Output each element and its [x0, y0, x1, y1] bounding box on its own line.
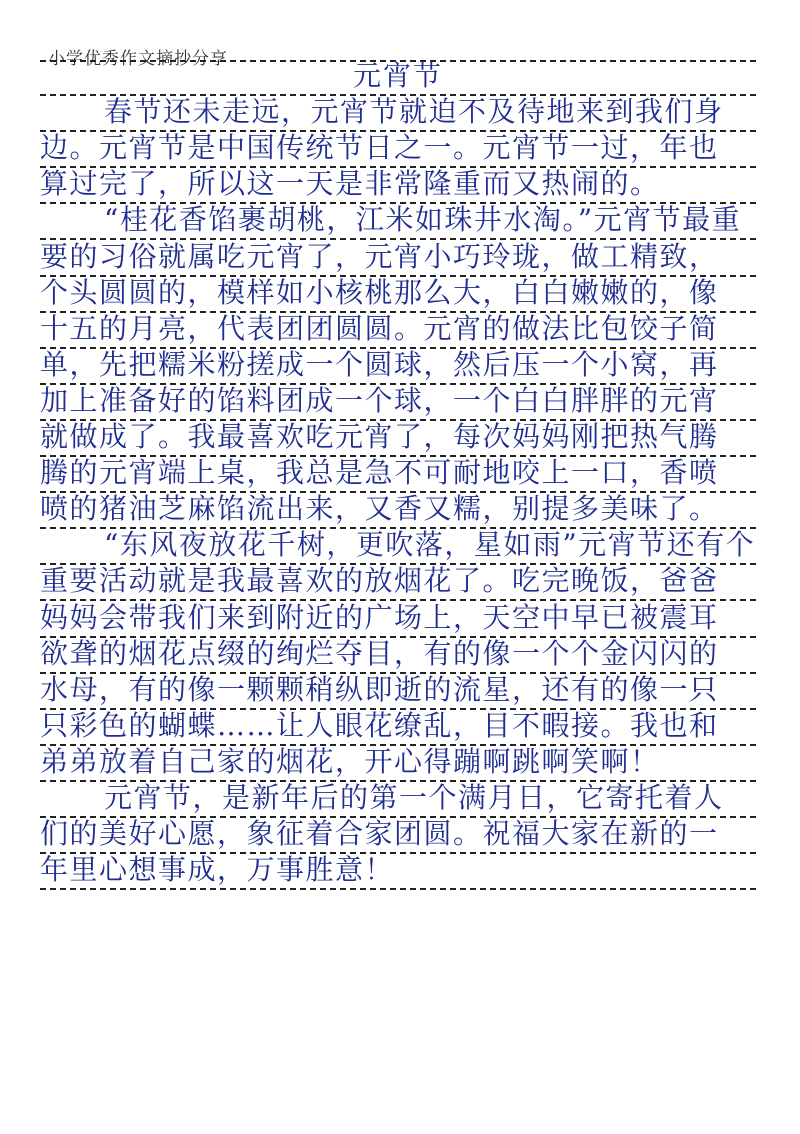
text-line	[40, 565, 756, 601]
text-line	[40, 204, 756, 240]
paragraph-line: 春节还未走远，元宵节就迫不及待地来到我们身	[104, 95, 724, 129]
text-line	[40, 854, 756, 890]
text-line	[40, 421, 756, 457]
paragraph-line: “东风夜放花千树，更吹落，星如雨”元宵节还有个	[104, 528, 756, 562]
paragraph-line: 喷的猪油芝麻馅流出来，又香又糯，别提多美味了。	[40, 492, 719, 526]
paragraph-line: 边。元宵节是中国传统节日之一。元宵节一过，年也	[40, 131, 719, 165]
text-line	[40, 493, 756, 529]
paragraph-line: 算过完了，所以这一天是非常隆重而又热闹的。	[40, 167, 660, 201]
paragraph-line: 就做成了。我最喜欢吃元宵了，每次妈妈刚把热气腾	[40, 420, 719, 454]
paragraph-line: 重要活动就是我最喜欢的放烟花了。吃完晚饭，爸爸	[40, 564, 719, 598]
title-line	[40, 60, 756, 96]
ruled-sheet	[40, 60, 756, 890]
paragraph-line: 欲聋的烟花点缀的绚烂夺目，有的像一个个金闪闪的	[40, 636, 719, 670]
text-line	[40, 96, 756, 132]
page-header: 小学优秀作文摘抄分享	[48, 49, 228, 69]
text-line	[40, 601, 756, 637]
paragraph-line: 妈妈会带我们来到附近的广场上，天空中早已被震耳	[40, 600, 719, 634]
text-line	[40, 240, 756, 276]
text-line	[40, 385, 756, 421]
essay-title: 元宵节	[352, 59, 443, 93]
paragraph-line: 年里心想事成，万事胜意！	[40, 853, 395, 887]
paragraph-line: 个头圆圆的，模样如小核桃那么大，白白嫩嫩的，像	[40, 275, 719, 309]
text-line	[40, 457, 756, 493]
text-line	[40, 313, 756, 349]
text-line	[40, 818, 756, 854]
text-line	[40, 168, 756, 204]
paragraph-line: 要的习俗就属吃元宵了，元宵小巧玲珑，做工精致，	[40, 239, 719, 273]
paragraph-line: 们的美好心愿，象征着合家团圆。祝福大家在新的一	[40, 817, 719, 851]
text-line	[40, 782, 756, 818]
paragraph-line: 水母，有的像一颗颗稍纵即逝的流星，还有的像一只	[40, 672, 719, 706]
text-line	[40, 746, 756, 782]
text-line	[40, 277, 756, 313]
text-line	[40, 132, 756, 168]
paragraph-line: 弟弟放着自己家的烟花，开心得蹦啊跳啊笑啊！	[40, 744, 660, 778]
text-line	[40, 638, 756, 674]
text-line	[40, 529, 756, 565]
paragraph-line: 单，先把糯米粉搓成一个圆球，然后压一个小窝，再	[40, 347, 719, 381]
paragraph-line: 元宵节，是新年后的第一个满月日，它寄托着人	[104, 780, 724, 814]
paragraph-line: “桂花香馅裹胡桃，江米如珠井水淘。”元宵节最重	[104, 203, 742, 237]
text-line	[40, 674, 756, 710]
paragraph-line: 只彩色的蝴蝶……让人眼花缭乱，目不暇接。我也和	[40, 708, 719, 742]
paragraph-line: 加上准备好的馅料团成一个球，一个白白胖胖的元宵	[40, 383, 719, 417]
paragraph-line: 十五的月亮，代表团团圆圆。元宵的做法比包饺子简	[40, 311, 719, 345]
text-line	[40, 710, 756, 746]
text-line	[40, 349, 756, 385]
paragraph-line: 腾的元宵端上桌，我总是急不可耐地咬上一口，香喷	[40, 456, 719, 490]
